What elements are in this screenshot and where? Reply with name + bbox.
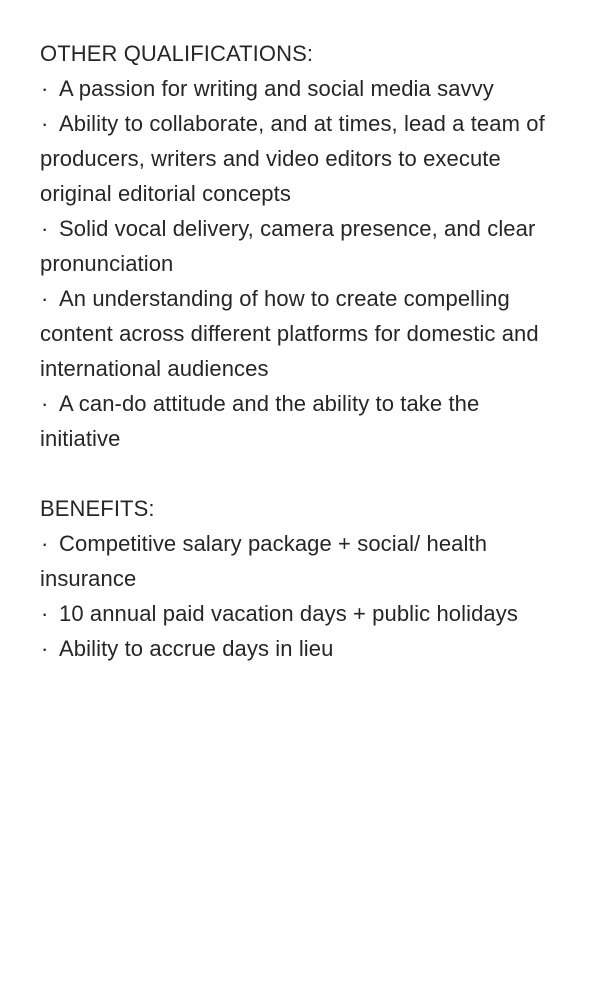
bullet-icon: · xyxy=(41,601,49,626)
list-item-text: An understanding of how to create compelling content across different platforms for domestic and international audiences xyxy=(40,286,539,381)
list-item-text: A can-do attitude and the ability to take the initiative xyxy=(40,391,480,451)
list-item xyxy=(40,281,564,386)
benefits-section xyxy=(40,491,564,666)
list-item xyxy=(40,211,564,281)
list-item-text: Ability to collaborate, and at times, lead a team of producers, writers and video editors to execute original editorial concepts xyxy=(40,111,545,206)
benefits-heading: BENEFITS: xyxy=(40,496,155,521)
list-item-text: Solid vocal delivery, camera presence, and clear pronunciation xyxy=(40,216,536,276)
bullet-icon: · xyxy=(41,531,49,556)
bullet-icon: · xyxy=(41,76,49,101)
list-item-text: Competitive salary package + social/ health insurance xyxy=(40,531,488,591)
bullet-icon: · xyxy=(41,391,49,416)
list-item xyxy=(40,631,564,666)
bullet-icon: · xyxy=(41,636,49,661)
qualifications-section xyxy=(40,36,564,456)
list-item-text: Ability to accrue days in lieu xyxy=(59,636,334,661)
list-item xyxy=(40,526,564,596)
bullet-icon: · xyxy=(41,216,49,241)
list-item-text: 10 annual paid vacation days + public holidays xyxy=(59,601,518,626)
list-item-text: A passion for writing and social media savvy xyxy=(59,76,494,101)
list-item xyxy=(40,596,564,631)
list-item xyxy=(40,71,564,106)
benefits-list xyxy=(40,526,564,666)
list-item xyxy=(40,386,564,456)
qualifications-heading: OTHER QUALIFICATIONS: xyxy=(40,41,314,66)
bullet-icon: · xyxy=(41,111,49,136)
bullet-icon: · xyxy=(41,286,49,311)
qualifications-list xyxy=(40,71,564,456)
list-item xyxy=(40,106,564,211)
